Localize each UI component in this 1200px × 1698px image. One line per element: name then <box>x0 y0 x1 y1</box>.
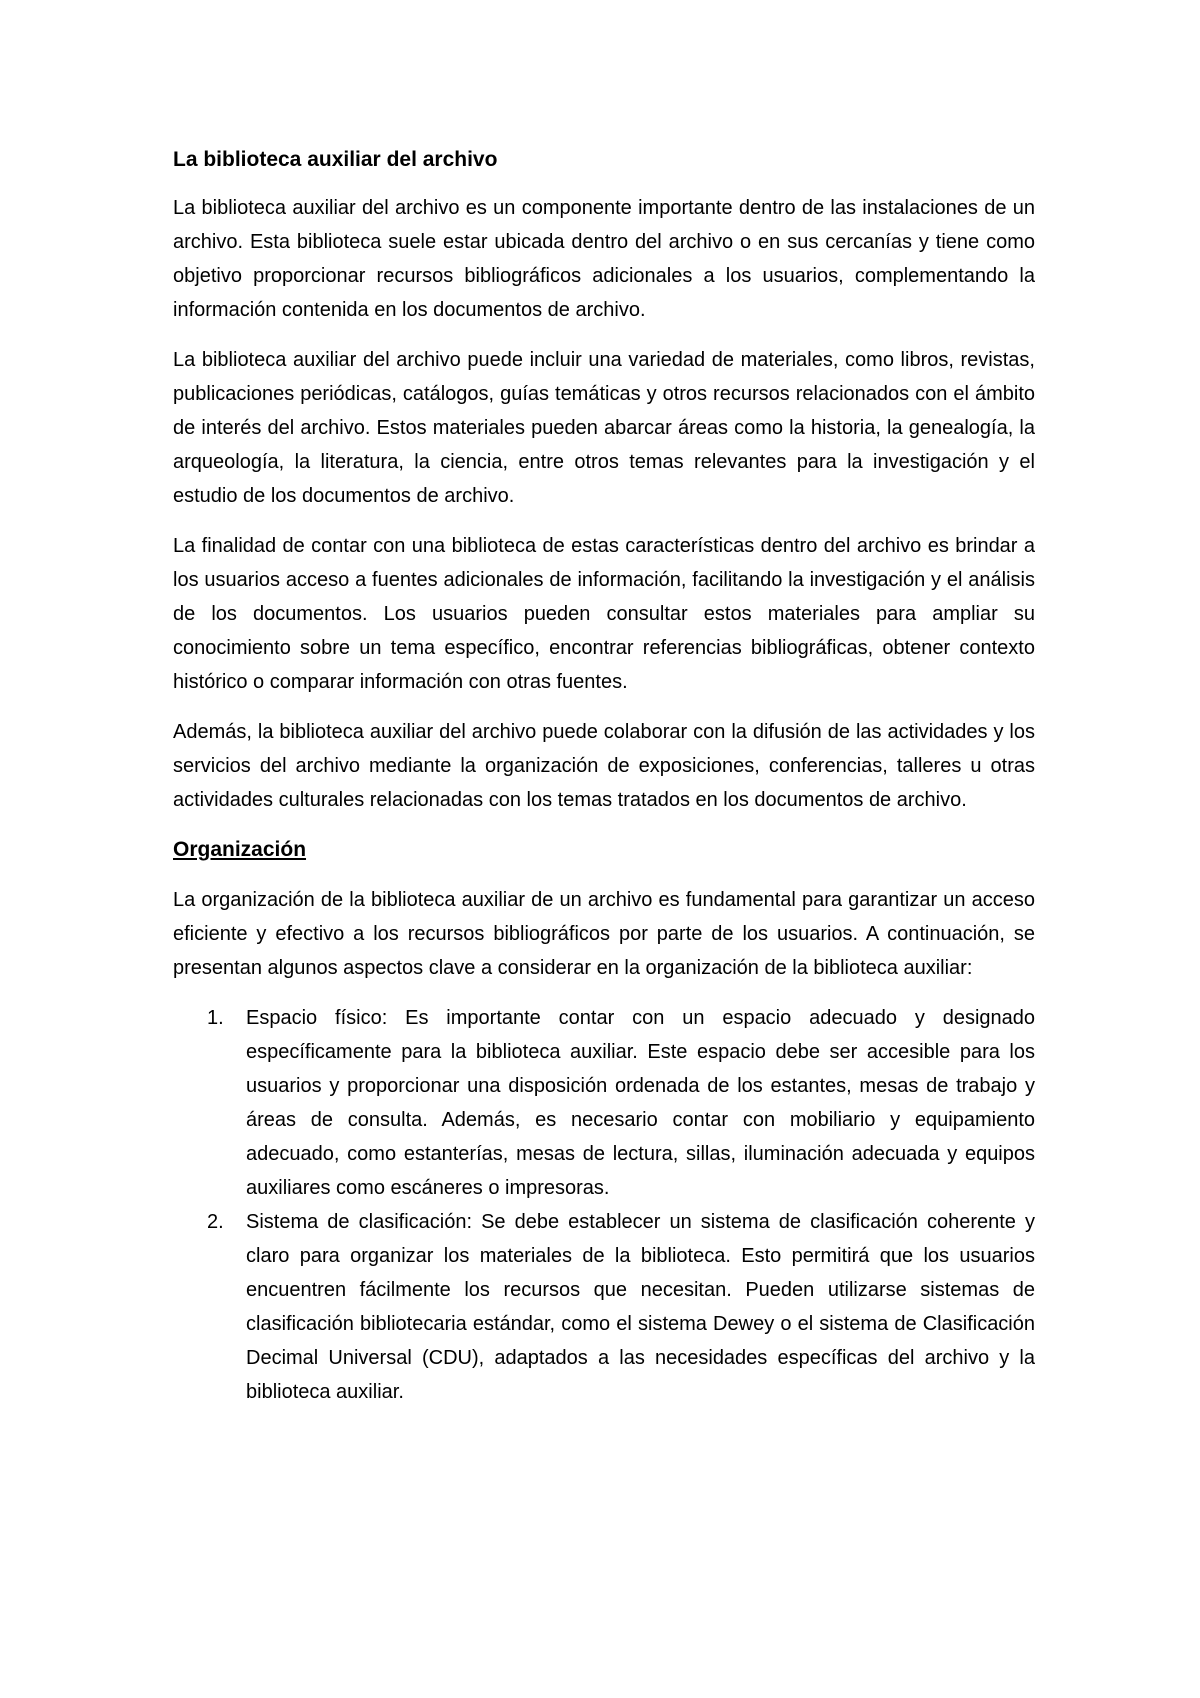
document-title: La biblioteca auxiliar del archivo <box>173 148 498 171</box>
paragraph-introduction: La biblioteca auxiliar del archivo es un componente importante dentro de las instalaciones de un archivo. Esta biblioteca suele estar ubicada dentro del archivo o en sus cercanías y tiene como objetivo proporcionar recursos bibliográficos adicionales a los usuarios, complementando la información contenida en los documentos de archivo. <box>173 197 1035 321</box>
list-item-sistema-clasificacion <box>173 1205 1035 1409</box>
numbered-list <box>173 1001 1035 1409</box>
paragraph-organization-intro: La organización de la biblioteca auxiliar de un archivo es fundamental para garantizar un acceso eficiente y efectivo a los recursos bibliográficos por parte de los usuarios. A continuación, se presentan algunos aspectos clave a considerar en la organización de la biblioteca auxiliar: <box>173 889 1035 979</box>
paragraph-dissemination: Además, la biblioteca auxiliar del archivo puede colaborar con la difusión de las actividades y los servicios del archivo mediante la organización de exposiciones, conferencias, talleres u otras actividades culturales relacionadas con los temas tratados en los documentos de archivo. <box>173 721 1035 811</box>
list-item-text: Espacio físico: Es importante contar con un espacio adecuado y designado específicamente para la biblioteca auxiliar. Este espacio debe ser accesible para los usuarios y proporcionar una disposición ordenada de los estantes, mesas de trabajo y áreas de consulta. Además, es necesario contar con mobiliario y equipamiento adecuado, como estanterías, mesas de lectura, sillas, iluminación adecuada y equipos auxiliares como escáneres o impresoras. <box>246 1007 1035 1199</box>
document-body <box>173 143 1035 1409</box>
list-number: 1. <box>207 1007 224 1029</box>
list-item-espacio-fisico <box>173 1001 1035 1205</box>
paragraph-materials: La biblioteca auxiliar del archivo puede incluir una variedad de materiales, como libros, revistas, publicaciones periódicas, catálogos, guías temáticas y otros recursos relacionados con el ámbito de interés del archivo. Estos materiales pueden abarcar áreas como la historia, la genealogía, la arqueología, la literatura, la ciencia, entre otros temas relevantes para la investigación y el estudio de los documentos de archivo. <box>173 349 1035 507</box>
list-item-text: Sistema de clasificación: Se debe establecer un sistema de clasificación coherente y claro para organizar los materiales de la biblioteca. Esto permitirá que los usuarios encuentren fácilmente los recursos que necesitan. Pueden utilizarse sistemas de clasificación bibliotecaria estándar, como el sistema Dewey o el sistema de Clasificación Decimal Universal (CDU), adaptados a las necesidades específicas del archivo y la biblioteca auxiliar. <box>246 1211 1035 1403</box>
section-heading-organizacion: Organización <box>173 838 307 861</box>
paragraph-purpose: La finalidad de contar con una biblioteca de estas características dentro del archivo es brindar a los usuarios acceso a fuentes adicionales de información, facilitando la investigación y el análisis de los documentos. Los usuarios pueden consultar estos materiales para ampliar su conocimiento sobre un tema específico, encontrar referencias bibliográficas, obtener contexto histórico o comparar información con otras fuentes. <box>173 535 1035 693</box>
list-number: 2. <box>207 1211 224 1233</box>
